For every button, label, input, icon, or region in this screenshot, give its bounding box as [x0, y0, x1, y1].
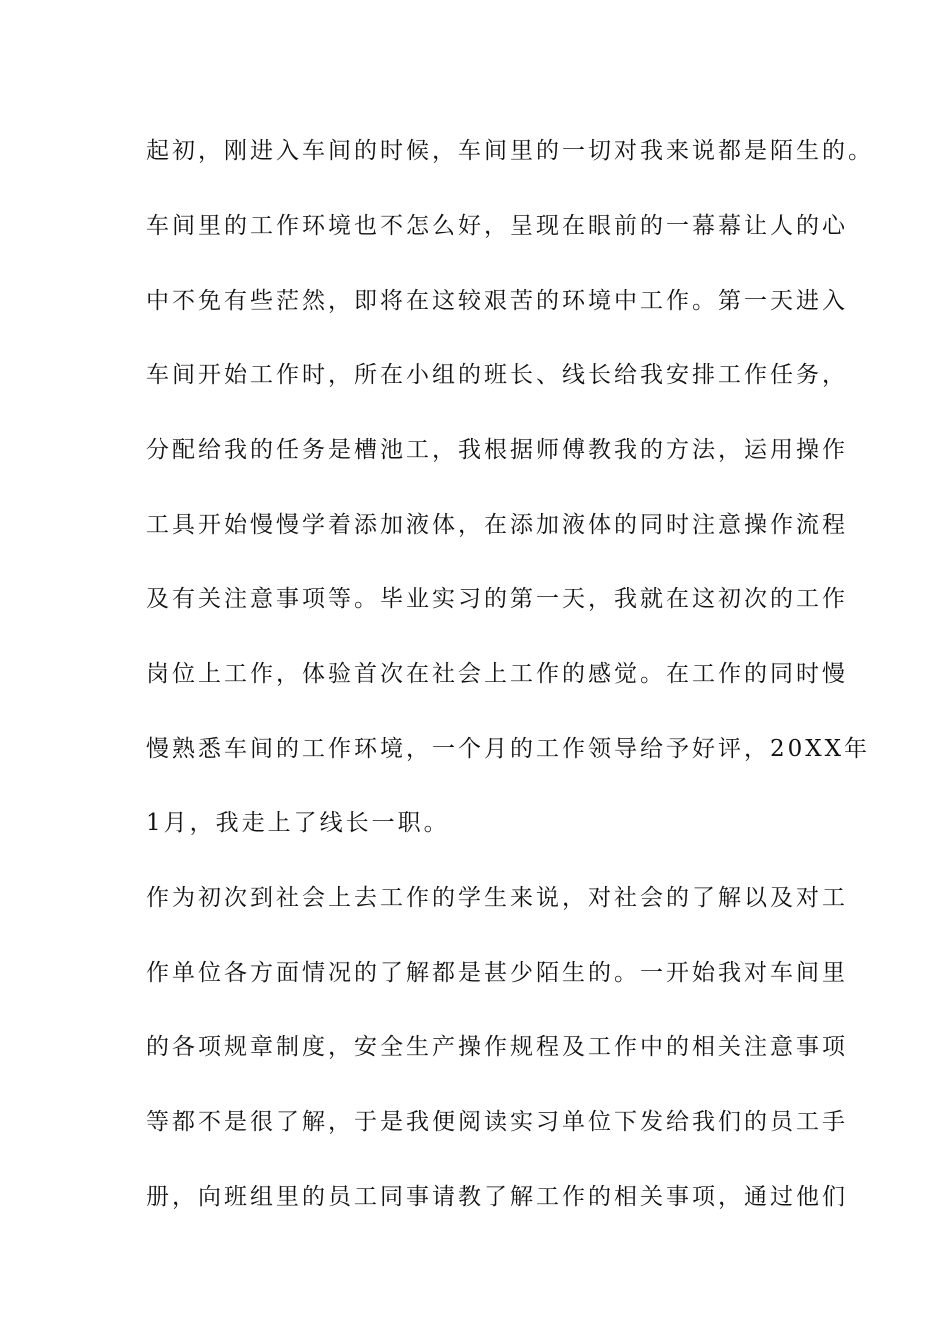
text-line: 车间开始工作时，所在小组的班长、线长给我安排工作任务，	[146, 362, 848, 388]
text-line: 等都不是很了解，于是我便阅读实习单位下发给我们的员工手	[146, 1109, 848, 1135]
text-line: 起初，刚进入车间的时候，车间里的一切对我来说都是陌生的。	[146, 138, 874, 164]
text-line: 岗位上工作，体验首次在社会上工作的感觉。在工作的同时慢	[146, 661, 848, 687]
text-line: 作单位各方面情况的了解都是甚少陌生的。一开始我对车间里	[146, 960, 848, 986]
text-line: 册，向班组里的员工同事请教了解工作的相关事项，通过他们	[146, 1184, 848, 1210]
text-line: 慢熟悉车间的工作环境，一个月的工作领导给予好评，20XX年	[146, 736, 871, 762]
text-line: 车间里的工作环境也不怎么好，呈现在眼前的一幕幕让人的心	[146, 213, 848, 239]
text-line: 1月，我走上了线长一职。	[146, 810, 450, 836]
text-line: 及有关注意事项等。毕业实习的第一天，我就在这初次的工作	[146, 586, 848, 612]
text-line: 中不免有些茫然，即将在这较艰苦的环境中工作。第一天进入	[146, 288, 848, 314]
text-line: 工具开始慢慢学着添加液体，在添加液体的同时注意操作流程	[146, 512, 848, 538]
text-line: 作为初次到社会上去工作的学生来说，对社会的了解以及对工	[146, 885, 848, 911]
text-line: 的各项规章制度，安全生产操作规程及工作中的相关注意事项	[146, 1034, 848, 1060]
text-line: 分配给我的任务是槽池工，我根据师傅教我的方法，运用操作	[146, 437, 848, 463]
